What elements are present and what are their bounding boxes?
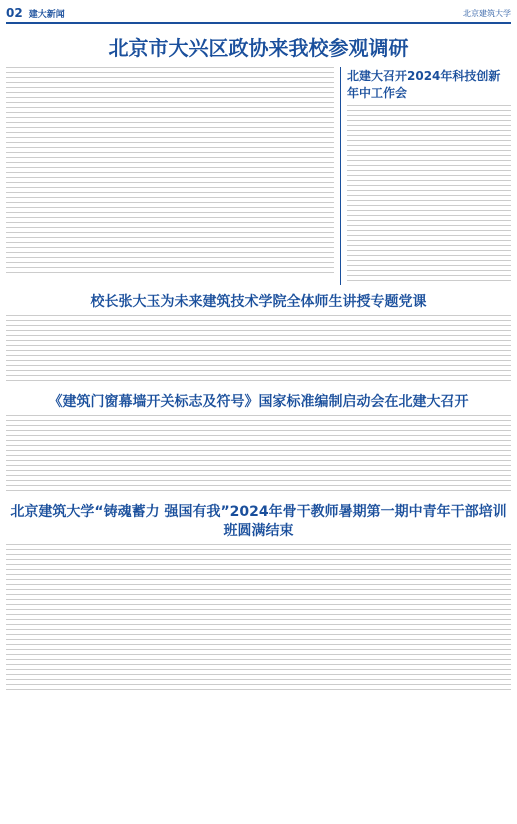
article-3-body-placeholder bbox=[6, 315, 511, 385]
article-title-1: 北京市大兴区政协来我校参观调研 bbox=[108, 36, 409, 60]
article-6-body-placeholder bbox=[6, 544, 511, 694]
masthead bbox=[6, 4, 511, 24]
article-2-body-placeholder bbox=[347, 105, 511, 285]
section-name: 建大新闻 bbox=[28, 9, 65, 20]
article-title-6: 北京建筑大学“铸魂蓄力 强国有我”2024年骨干教师暑期第一期中青年干部培训班圆满结束 bbox=[10, 504, 507, 539]
article-4-body-placeholder bbox=[6, 415, 511, 495]
article-title-4: 《建筑门窗幕墙开关标志及符号》国家标准编制启动会在北建大召开 bbox=[48, 394, 469, 411]
article-title-2: 北建大召开2024年科技创新年中工作会 bbox=[347, 69, 501, 100]
paper-name: 北京建筑大学 bbox=[463, 8, 511, 18]
article-title-3: 校长张大玉为未来建筑技术学院全体师生讲授专题党课 bbox=[90, 294, 427, 310]
page-number: 02 bbox=[6, 6, 23, 20]
article-1-body-placeholder bbox=[6, 67, 334, 277]
